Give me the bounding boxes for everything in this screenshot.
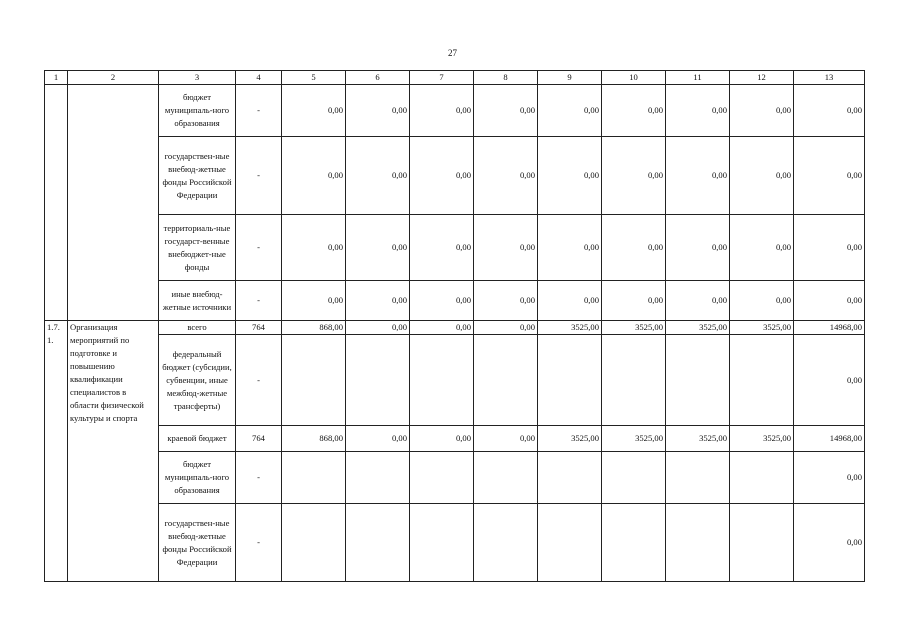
funding-source-cell: территориаль-ные государст-венные внебюджет-ные фонды bbox=[159, 215, 236, 281]
value-cell: 0,00 bbox=[346, 137, 410, 215]
value-cell: 0,00 bbox=[474, 215, 538, 281]
table-row bbox=[45, 335, 865, 426]
value-cell: 0,00 bbox=[410, 85, 474, 137]
value-cell bbox=[666, 335, 730, 426]
value-cell: 14968,00 bbox=[794, 321, 865, 335]
funding-source-cell: бюджет муниципаль-ного образования bbox=[159, 452, 236, 504]
value-cell: 0,00 bbox=[602, 137, 666, 215]
value-cell bbox=[538, 335, 602, 426]
value-cell: 3525,00 bbox=[730, 321, 794, 335]
code-cell: - bbox=[236, 335, 282, 426]
value-cell: 3525,00 bbox=[666, 321, 730, 335]
value-cell bbox=[282, 452, 346, 504]
value-cell: 0,00 bbox=[602, 281, 666, 321]
column-header-9: 9 bbox=[538, 71, 602, 85]
value-cell bbox=[474, 335, 538, 426]
table-row bbox=[45, 504, 865, 582]
value-cell bbox=[410, 504, 474, 582]
value-cell bbox=[730, 504, 794, 582]
column-header-8: 8 bbox=[474, 71, 538, 85]
value-cell bbox=[538, 504, 602, 582]
value-cell: 0,00 bbox=[666, 137, 730, 215]
column-header-2: 2 bbox=[68, 71, 159, 85]
value-cell: 0,00 bbox=[538, 137, 602, 215]
column-header-13: 13 bbox=[794, 71, 865, 85]
value-cell: 0,00 bbox=[602, 215, 666, 281]
value-cell: 0,00 bbox=[794, 281, 865, 321]
value-cell: 0,00 bbox=[282, 215, 346, 281]
value-cell: 0,00 bbox=[282, 281, 346, 321]
value-cell: 0,00 bbox=[474, 321, 538, 335]
column-header-1: 1 bbox=[45, 71, 68, 85]
table-row bbox=[45, 321, 865, 335]
value-cell: 0,00 bbox=[602, 85, 666, 137]
value-cell: 868,00 bbox=[282, 321, 346, 335]
value-cell bbox=[346, 452, 410, 504]
value-cell: 0,00 bbox=[794, 504, 865, 582]
code-cell: - bbox=[236, 85, 282, 137]
funding-source-cell: бюджет муниципаль-ного образования bbox=[159, 85, 236, 137]
value-cell: 0,00 bbox=[538, 215, 602, 281]
code-cell: - bbox=[236, 504, 282, 582]
value-cell: 0,00 bbox=[474, 426, 538, 452]
value-cell: 0,00 bbox=[794, 215, 865, 281]
column-header-4: 4 bbox=[236, 71, 282, 85]
value-cell bbox=[282, 504, 346, 582]
value-cell: 0,00 bbox=[730, 215, 794, 281]
code-cell: - bbox=[236, 281, 282, 321]
value-cell: 0,00 bbox=[794, 85, 865, 137]
value-cell: 0,00 bbox=[410, 137, 474, 215]
funding-source-cell: государствен-ные внебюд-жетные фонды Российской Федерации bbox=[159, 504, 236, 582]
value-cell: 0,00 bbox=[666, 85, 730, 137]
value-cell: 0,00 bbox=[730, 85, 794, 137]
value-cell bbox=[474, 452, 538, 504]
item-number: 1.7. 1. bbox=[45, 321, 68, 582]
value-cell: 0,00 bbox=[346, 321, 410, 335]
table-row bbox=[45, 215, 865, 281]
code-cell: - bbox=[236, 452, 282, 504]
column-header-7: 7 bbox=[410, 71, 474, 85]
value-cell: 0,00 bbox=[666, 215, 730, 281]
value-cell bbox=[474, 504, 538, 582]
column-header-11: 11 bbox=[666, 71, 730, 85]
value-cell: 3525,00 bbox=[666, 426, 730, 452]
value-cell: 0,00 bbox=[794, 137, 865, 215]
value-cell: 0,00 bbox=[346, 215, 410, 281]
value-cell bbox=[602, 504, 666, 582]
value-cell: 0,00 bbox=[538, 85, 602, 137]
value-cell: 0,00 bbox=[282, 137, 346, 215]
value-cell: 3525,00 bbox=[538, 321, 602, 335]
code-cell: - bbox=[236, 215, 282, 281]
value-cell: 0,00 bbox=[410, 281, 474, 321]
value-cell: 0,00 bbox=[474, 85, 538, 137]
value-cell: 0,00 bbox=[346, 85, 410, 137]
page-number: 27 bbox=[448, 48, 457, 58]
funding-source-cell: всего bbox=[159, 321, 236, 335]
value-cell: 3525,00 bbox=[538, 426, 602, 452]
value-cell: 0,00 bbox=[346, 281, 410, 321]
column-header-row bbox=[45, 71, 865, 85]
column-header-3: 3 bbox=[159, 71, 236, 85]
value-cell: 0,00 bbox=[794, 335, 865, 426]
column-header-6: 6 bbox=[346, 71, 410, 85]
value-cell bbox=[346, 504, 410, 582]
value-cell: 0,00 bbox=[666, 281, 730, 321]
value-cell bbox=[410, 452, 474, 504]
value-cell bbox=[666, 452, 730, 504]
table-row bbox=[45, 85, 865, 137]
value-cell: 868,00 bbox=[282, 426, 346, 452]
value-cell: 0,00 bbox=[346, 426, 410, 452]
value-cell: 0,00 bbox=[538, 281, 602, 321]
value-cell: 0,00 bbox=[794, 452, 865, 504]
funding-source-cell: иные внебюд-жетные источники bbox=[159, 281, 236, 321]
value-cell: 0,00 bbox=[410, 215, 474, 281]
table-row bbox=[45, 452, 865, 504]
value-cell: 3525,00 bbox=[602, 426, 666, 452]
column-header-12: 12 bbox=[730, 71, 794, 85]
funding-source-cell: федеральный бюджет (субсидии, субвенции, иные межбюд-жетные трансферты) bbox=[159, 335, 236, 426]
value-cell: 0,00 bbox=[730, 137, 794, 215]
value-cell bbox=[346, 335, 410, 426]
value-cell bbox=[538, 452, 602, 504]
table-row bbox=[45, 426, 865, 452]
value-cell: 0,00 bbox=[410, 426, 474, 452]
value-cell: 3525,00 bbox=[602, 321, 666, 335]
event-name-cell bbox=[68, 85, 159, 321]
value-cell: 0,00 bbox=[474, 281, 538, 321]
value-cell bbox=[730, 335, 794, 426]
code-cell: 764 bbox=[236, 426, 282, 452]
column-header-5: 5 bbox=[282, 71, 346, 85]
code-cell: - bbox=[236, 137, 282, 215]
value-cell: 3525,00 bbox=[730, 426, 794, 452]
funding-source-cell: краевой бюджет bbox=[159, 426, 236, 452]
value-cell: 0,00 bbox=[410, 321, 474, 335]
funding-source-cell: государствен-ные внебюд-жетные фонды Российской Федерации bbox=[159, 137, 236, 215]
value-cell bbox=[730, 452, 794, 504]
value-cell: 0,00 bbox=[730, 281, 794, 321]
value-cell bbox=[410, 335, 474, 426]
row-number-cell bbox=[45, 85, 68, 321]
value-cell bbox=[602, 452, 666, 504]
table-row bbox=[45, 137, 865, 215]
value-cell bbox=[602, 335, 666, 426]
value-cell bbox=[282, 335, 346, 426]
value-cell: 0,00 bbox=[474, 137, 538, 215]
value-cell bbox=[666, 504, 730, 582]
value-cell: 14968,00 bbox=[794, 426, 865, 452]
column-header-10: 10 bbox=[602, 71, 666, 85]
value-cell: 0,00 bbox=[282, 85, 346, 137]
table-row bbox=[45, 281, 865, 321]
code-cell: 764 bbox=[236, 321, 282, 335]
budget-table bbox=[44, 70, 865, 582]
item-name: Организация мероприятий по подготовке и повышению квалификации специалистов в области физической культуры и спорта bbox=[68, 321, 159, 582]
